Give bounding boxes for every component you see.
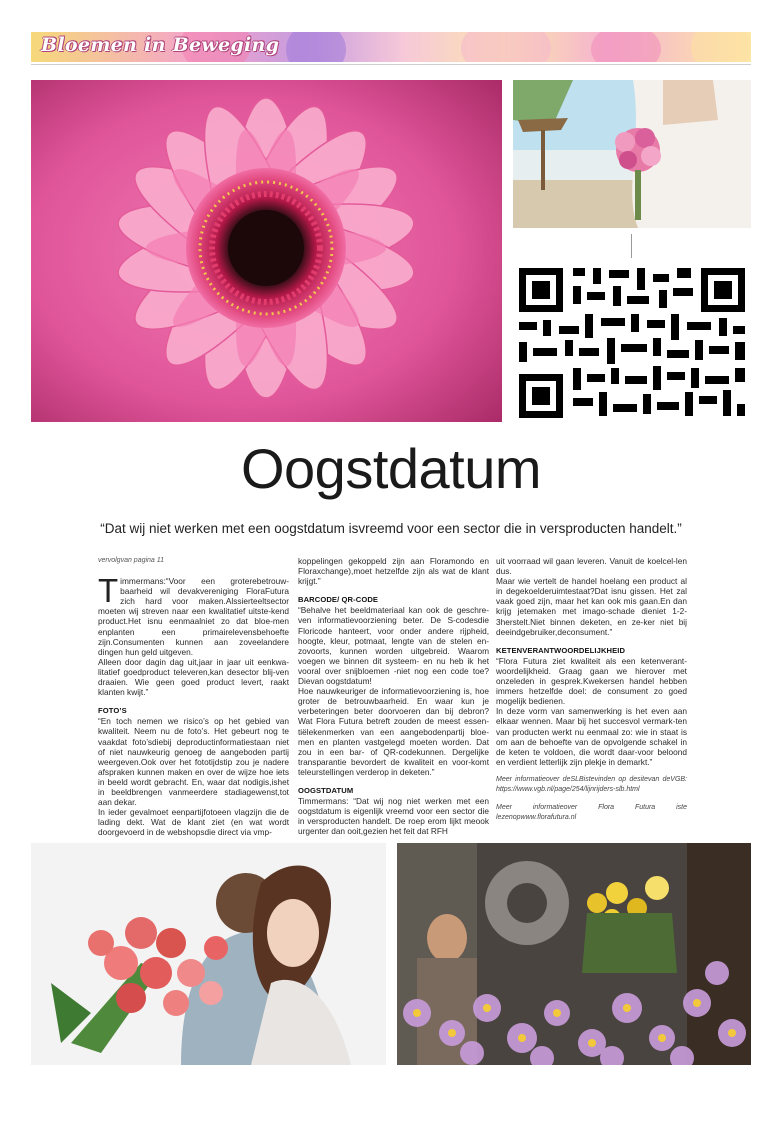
- qr-code[interactable]: [513, 264, 751, 422]
- paragraph: “En toch nemen we risico’s op het gebied van kwaliteit. Neem nu de foto’s. Het gebeurt nog te vaakdat foto’sdiebij deproductinformatiestaan niet of niet nauwkeurig genoeg de aangeboden partij weergeven.Ook over het fototijdstip zou je nadere afspraken kunnen maken en over de wijze hoe iets in beeld wordt gebracht. En, waar dat nodigis,ishet in beeldbrengen vanmeerdere stadiagewenst,tot aan dekar.: [98, 716, 289, 808]
- header-rule: [31, 64, 751, 65]
- banner-petal-decoration: [286, 32, 346, 62]
- section-heading-oogstdatum: OOGSTDATUM: [298, 785, 354, 795]
- banner-petal-decoration: [691, 32, 751, 62]
- header-banner: [31, 32, 751, 62]
- article-column-3: [496, 556, 687, 823]
- section-heading-fotos: FOTO’S: [98, 706, 127, 716]
- article-headline: Oogstdatum: [240, 437, 542, 500]
- paragraph: In ieder gevalmoet eenpartijfotoeen vlagzijn die de lading dekt. Wat de klant ziet (en wat wordt doorgevoerd in de webshopsdie direct via vmp-: [98, 807, 289, 838]
- continued-note: vervolgvan pagina 11: [98, 557, 165, 564]
- banner-petal-decoration: [461, 32, 551, 62]
- paragraph: Maar wie vertelt de handel hoelang een product al in degekoelderuimtestaat?Dat isnu gissen. Het zal vaak goed zijn, maar het kan ook mis gaan.En dan krijg jetemaken met imago-schade dieniet 1-2-3herstelt.Niet binnen deketen, en ze-ker niet bij deeindgebruiker,deconsument.”: [496, 576, 687, 637]
- flower-shop-photo: [397, 843, 751, 1065]
- paragraph: “Flora Futura ziet kwaliteit als een ketenverant-woordelijkheid. Graag gaan we hierover met onzeleden in gesprek.Kwekersen handel hebben immers hetzelfde doel: de consument zo goed mogelijk bedienen.: [496, 655, 687, 707]
- paragraph: “Behalve het beeldmateriaal kan ook de geschre-ven informatievoorziening beter. De S-codesdie Floricode hanteert, voor onder andere rijpheid, hoogte, kleur, potmaat, lengte van de stelen en-zovoorts, kunnen worden uitgebreid. Waarom voegen we binnen dit systeem- en nu heb ik het vooral over snijbloemen -niet nog een code toe? Dievan oogstdatum!: [298, 605, 489, 687]
- banner-petal-decoration: [591, 32, 661, 62]
- article-pull-quote: “Dat wij niet werken met een oogstdatum isvreemd voor een sector die in versproducten handelt.”: [100, 521, 682, 536]
- divider-line: [631, 234, 632, 258]
- section-heading-ketenverantwoordelijkheid: KETENVERANTWOORDELIJKHEID: [496, 645, 626, 655]
- paragraph: Alleen door dagin dag uit,jaar in jaar uit eenkwa-litatief goedproduct televeren,kan desector blij-ven draaien. Wie geen goed product levert, raakt klanten kwijt.”: [98, 656, 289, 698]
- paragraph: [98, 572, 289, 657]
- paragraph: Hoe nauwkeuriger de informatievoorziening is, hoe groter de betrouwbaarheid. En waar kun je verbeteringen beter doorvoeren dan bij debron? Wat Flora Futura betreft zouden de meest essen-tiëlekenmerken van een aangebodenpartij bloe-men en planten vastgelegd moeten worden. Dat zou in een bar- of QR-codekunnen. Dergelijke transparantie bevordert de kwaliteit en voor-komt teleurstellingen verderop in deketen.”: [298, 686, 489, 777]
- paragraph-text: immermans:“Voor een groterebetrouw-baarheid wil devakvereniging FloraFutura zich hard voor maken.Alssierteeltsector moeten wij streven naar een kwalitatief uitste-kend product.Het isnu eenmaalniet zo dat bloe-men enplanten een primairelevensbehoefte zijn.Consumenten kunnen aan zoveelandere dingen hun geld uitgeven.: [98, 576, 289, 657]
- bride-bouquet-photo: [513, 80, 751, 228]
- paragraph: Timmermans: “Dat wij nog niet werken met een oogstdatum is eigenlijk vreemd voor een sector die in versproducten handelt. De roep erom lijkt meook urgenter dan ooit,gezien het feit dat RFH: [298, 796, 489, 837]
- paragraph: In deze vorm van samenwerking is het even aan elkaar wennen. Maar bij het succesvol vermark-ten van producten werkt nu eenmaal zo: wie in staat is om aan de behoefte van de opvolgende schakel in de keten te voldoen, die wordt daar-voor beloond en verdient letterlijk zijn plekje in demarkt.”: [496, 706, 687, 767]
- couple-bouquet-photo: [31, 843, 386, 1065]
- article-column-1: [98, 556, 289, 837]
- section-heading-barcode: BARCODE/ QR-CODE: [298, 595, 379, 605]
- paragraph: uit voorraad wil gaan leveren. Vanuit de koelcel-len dus.: [496, 556, 687, 577]
- info-note-florafutura: Meer informatieover Flora Futura iste lezenopwww.florafutura.nl: [496, 803, 687, 821]
- drop-cap: T: [98, 572, 119, 610]
- gerbera-photo: [31, 80, 502, 422]
- paragraph: koppelingen gekoppeld zijn aan Floramondo en Floraxchange),moet hetzelfde zijn als wat de klant krijgt.”: [298, 556, 489, 587]
- article-column-2: [298, 556, 489, 836]
- info-note-vgb: Meer informatieover deSLBistevinden op desitevan deVGB: https://www.vgb.nl/page/254/lijnrijders-slb.html: [496, 775, 687, 793]
- section-title: Bloemen in Beweging: [41, 34, 280, 56]
